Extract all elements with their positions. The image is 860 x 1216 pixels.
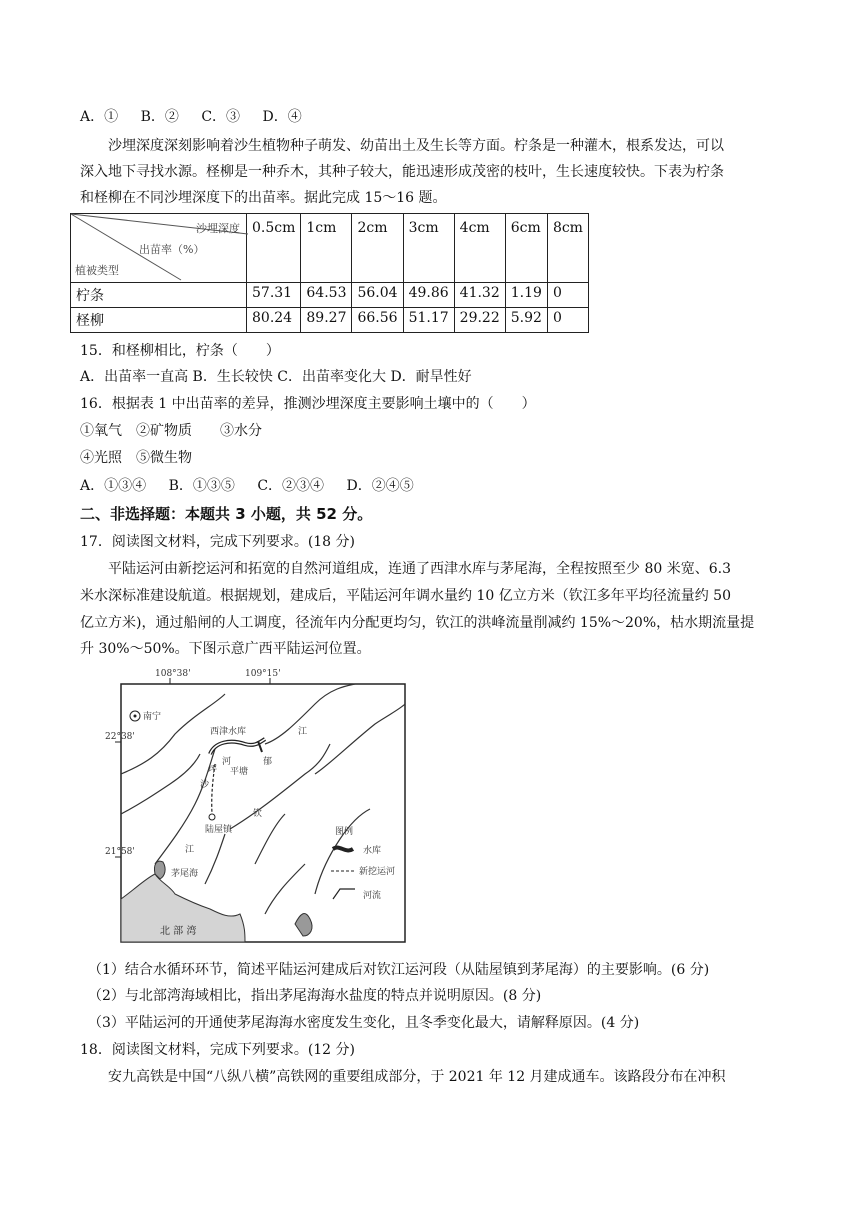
q16-option-c: C．②③④ [257,478,325,494]
label-jiang-1: 江 [298,727,308,737]
lat-label-1: 22°38' [105,732,135,742]
table-cell: 49.86 [403,283,454,308]
intro-line-2: 深入地下寻找水源。柽柳是一种乔木，其种子较大，能迅速形成茂密的枝叶，生长速度较快。下表为柠条 [80,164,724,180]
q16-items-1: ①氧气 ②矿物质 ③水分 [80,423,262,439]
q14-option-a: A．① [80,109,119,125]
q17-part-3: （3）平陆运河的开通使茅尾海海水密度发生变化，且冬季变化最大，请解释原因。(4 分) [88,1015,640,1031]
beibu-label: 北 部 湾 [160,926,197,937]
q16-stem: 16．根据表 1 中出苗率的差异，推测沙埋深度主要影响土壤中的（ ） [80,396,536,412]
col-header-1: 1cm [301,214,352,283]
table-cell: 56.04 [352,283,403,308]
table-header-row [71,214,589,283]
table-cell: 66.56 [352,308,403,333]
table-cell: 57.31 [247,283,301,308]
table-row [71,308,589,333]
table-cell: 0 [547,283,588,308]
maowei-label: 茅尾海 [171,869,199,879]
table-cell: 5.92 [505,308,547,333]
legend-river: 河流 [363,891,382,901]
q17-part-1: （1）结合水循环环节，简述平陆运河建成后对钦江运河段（从陆屋镇到茅尾海）的主要影响。(6 分) [88,962,710,978]
table-cell: 51.17 [403,308,454,333]
q17-text-3: 亿立方米)，通过船闸的人工调度，径流年内分配更均匀，钦江的洪峰流量削减约 15%～20%，枯水期流量提 [80,615,755,631]
table-cell: 41.32 [454,283,505,308]
seedling-table [70,213,589,333]
q17-text-4: 升 30%～50%。下图示意广西平陆运河位置。 [80,641,371,657]
table-cell: 80.24 [247,308,301,333]
label-sha: 沙 [200,780,210,790]
lon-label-2: 109°15' [245,669,281,679]
corner-label-depth: 沙埋深度 [196,222,240,235]
q17-text-1: 平陆运河由新挖运河和拓宽的自然河道组成，连通了西津水库与茅尾海，全程按照至少 80 米宽、6.3 [108,561,731,577]
q17-text-2: 米水深标准建设航道。根据规划，建成后，平陆运河年调水量约 10 亿立方米（钦江多年平均径流量约 50 [80,588,731,604]
col-header-6: 8cm [547,214,588,283]
label-ping: 坪 [208,765,218,775]
lon-label-1: 108°38' [155,669,191,679]
q14-option-b: B．② [140,109,179,125]
col-header-2: 2cm [352,214,403,283]
table-row [71,283,589,308]
label-qin: 钦 [253,809,263,819]
label-jiang-2: 江 [185,845,195,855]
col-header-4: 4cm [454,214,505,283]
q16-option-b: B．①③⑤ [168,478,235,494]
row-label: 柽柳 [71,308,247,333]
reservoir-label: 西津水库 [210,727,247,737]
q16-items-2: ④光照 ⑤微生物 [80,450,192,466]
label-pingtang: 平塘 [230,767,249,777]
pinglu-canal-map [105,664,410,946]
nanning-label: 南宁 [143,712,162,722]
legend-title: 图例 [335,827,354,837]
table-cell: 29.22 [454,308,505,333]
corner-label-rate: 出苗率（%） [139,243,205,256]
q16-options [80,477,432,495]
label-yu: 郁 [263,757,273,767]
table-cell: 64.53 [301,283,352,308]
q14-option-d: D．④ [262,109,302,125]
q15-options: A．出苗率一直高 B．生长较快 C．出苗率变化大 D．耐旱性好 [80,369,472,385]
q18-text: 安九高铁是中国“八纵八横”高铁网的重要组成部分，于 2021 年 12 月建成通车。该路段分布在冲积 [108,1069,726,1085]
q16-option-a: A．①③④ [80,478,147,494]
intro-line-3: 和柽柳在不同沙埋深度下的出苗率。据此完成 15～16 题。 [80,190,447,206]
q15-stem: 15．和柽柳相比，柠条（ ） [80,343,280,359]
q16-option-d: D．②④⑤ [346,478,414,494]
legend-reservoir: 水库 [363,846,382,856]
col-header-5: 6cm [505,214,547,283]
col-header-3: 3cm [403,214,454,283]
row-label: 柠条 [71,283,247,308]
q14-option-c: C．③ [201,109,241,125]
q17-part-2: （2）与北部湾海域相比，指出茅尾海海水盐度的特点并说明原因。(8 分) [88,988,542,1004]
table-cell: 89.27 [301,308,352,333]
lat-label-2: 21°58' [105,847,135,857]
corner-label-type: 植被类型 [75,264,119,277]
q17-stem: 17．阅读图文材料，完成下列要求。(18 分) [80,534,356,550]
q18-stem: 18．阅读图文材料，完成下列要求。(12 分) [80,1042,356,1058]
label-he: 河 [222,757,232,767]
luwu-label: 陆屋镇 [205,825,233,835]
table-corner-cell [71,214,247,283]
luwu-marker [209,814,215,820]
q14-options [80,108,320,126]
table-cell: 1.19 [505,283,547,308]
legend-canal: 新挖运河 [359,867,396,877]
section-heading: 二、非选择题：本题共 3 小题，共 52 分。 [80,505,373,523]
table-cell: 0 [547,308,588,333]
col-header-0: 0.5cm [247,214,301,283]
intro-line-1: 沙埋深度深刻影响着沙生植物种子萌发、幼苗出土及生长等方面。柠条是一种灌木，根系发达，可以 [108,138,724,154]
